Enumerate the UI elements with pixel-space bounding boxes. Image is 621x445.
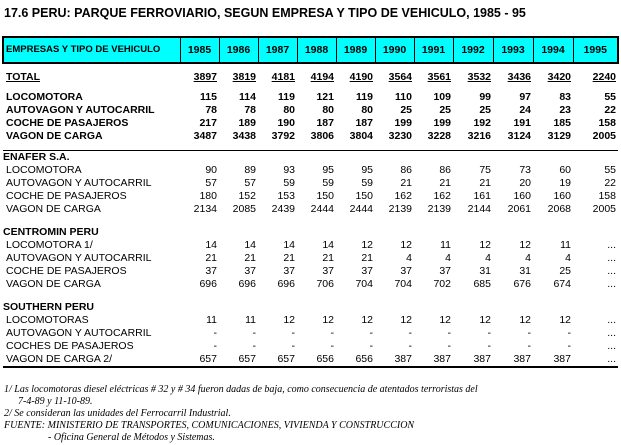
header-year: 1990: [375, 37, 414, 63]
row-value: 158: [598, 117, 616, 129]
row-value: ...: [607, 265, 616, 277]
row-value: 2139: [388, 203, 412, 215]
row-value: 31: [479, 265, 491, 277]
footnotes: [4, 384, 478, 444]
row-value: 199: [433, 117, 451, 129]
section-row: [3, 226, 618, 239]
row-value: 12: [479, 239, 491, 251]
row-value: 4190: [349, 71, 373, 83]
spacer-row: [3, 216, 618, 226]
row-value: 80: [361, 104, 373, 116]
row-value: 387: [533, 353, 573, 367]
row-value: 114: [239, 91, 256, 103]
row-label: VAGON DE CARGA 2/: [3, 353, 180, 367]
row-value: 78: [244, 104, 256, 116]
table-row: [3, 177, 618, 190]
row-value: 150: [355, 190, 373, 202]
row-value: 12: [559, 314, 571, 326]
row-value: 119: [356, 91, 373, 103]
section-row: [3, 151, 618, 165]
row-value: 78: [205, 104, 217, 116]
row-value: 73: [519, 164, 531, 176]
row-value: 2134: [193, 203, 217, 215]
row-value: 24: [519, 104, 531, 116]
row-value: 387: [493, 353, 533, 367]
row-value: 187: [355, 117, 373, 129]
row-value: 185: [553, 117, 571, 129]
row-value: -: [487, 327, 491, 339]
row-value: 180: [199, 190, 217, 202]
row-value: 158: [598, 190, 616, 202]
row-value: 190: [277, 117, 295, 129]
row-value: 110: [395, 91, 412, 103]
table-row: [3, 252, 618, 265]
section-title: SOUTHERN PERU: [3, 301, 95, 313]
row-value: 12: [361, 314, 373, 326]
row-value: 3564: [388, 71, 412, 83]
row-label: AUTOVAGON Y AUTOCARRIL: [6, 177, 152, 189]
row-value: 150: [316, 190, 334, 202]
row-value: 696: [277, 278, 295, 290]
row-value: -: [252, 327, 256, 339]
row-value: 199: [394, 117, 412, 129]
row-value: 3230: [388, 130, 412, 142]
spacer-row: [3, 291, 618, 301]
row-value: 109: [433, 91, 451, 103]
row-value: ...: [573, 353, 618, 367]
row-value: 2005: [592, 203, 616, 215]
row-value: 90: [205, 164, 217, 176]
row-value: 387: [375, 353, 414, 367]
row-value: 3420: [547, 71, 571, 83]
row-value: 3561: [427, 71, 451, 83]
header-year: 1988: [297, 37, 336, 63]
row-value: -: [330, 340, 334, 352]
row-value: ...: [607, 239, 616, 251]
row-value: ...: [607, 314, 616, 326]
source-note: FUENTE: MINISTERIO DE TRANSPORTES, COMUNICACIONES, VIVIENDA Y CONSTRUCCION: [4, 420, 415, 431]
table-row: [3, 130, 618, 143]
row-label: LOCOMOTORA: [6, 91, 83, 103]
row-value: 3806: [310, 130, 334, 142]
row-label: AUTOVAGON Y AUTOCARRIL: [6, 327, 152, 339]
row-value: 3216: [467, 130, 491, 142]
row-value: 152: [238, 190, 256, 202]
row-value: 3436: [507, 71, 531, 83]
row-value: 59: [322, 177, 334, 189]
row-value: 4: [406, 252, 412, 264]
row-value: 75: [479, 164, 491, 176]
row-value: -: [330, 327, 334, 339]
spacer-cell: [3, 84, 618, 91]
footnote-2: 2/ Se consideran las unidades del Ferrocarril Industrial.: [4, 408, 231, 419]
row-value: 21: [322, 252, 334, 264]
row-value: 191: [513, 117, 531, 129]
row-value: 2068: [547, 203, 571, 215]
table-row: [3, 353, 618, 367]
row-label: COCHE DE PASAJEROS: [6, 265, 127, 277]
row-value: -: [369, 340, 373, 352]
row-value: 37: [244, 265, 256, 277]
row-value: 37: [439, 265, 451, 277]
row-value: 21: [244, 252, 256, 264]
row-value: -: [291, 340, 295, 352]
row-value: 187: [316, 117, 334, 129]
row-value: 3438: [232, 130, 256, 142]
row-value: 12: [400, 314, 412, 326]
row-value: 387: [414, 353, 453, 367]
row-value: 22: [604, 104, 616, 116]
row-value: 3124: [507, 130, 531, 142]
row-value: 31: [519, 265, 531, 277]
header-year: 1991: [414, 37, 453, 63]
row-value: 12: [400, 239, 412, 251]
row-value: 55: [604, 91, 616, 103]
row-value: 37: [322, 265, 334, 277]
row-value: 25: [559, 265, 571, 277]
row-value: 2085: [232, 203, 256, 215]
row-value: 14: [322, 239, 334, 251]
header-label: EMPRESAS Y TIPO DE VEHICULO: [3, 37, 180, 63]
row-value: 387: [453, 353, 493, 367]
row-value: 14: [283, 239, 295, 251]
row-value: 696: [199, 278, 217, 290]
spacer-cell: [3, 291, 618, 301]
row-value: 19: [559, 177, 571, 189]
spacer-cell: [3, 143, 618, 151]
row-value: 119: [278, 91, 295, 103]
row-value: 86: [400, 164, 412, 176]
row-value: 55: [604, 164, 616, 176]
row-value: 704: [394, 278, 412, 290]
row-value: -: [447, 340, 451, 352]
table-row: [3, 91, 618, 104]
spacer-cell: [3, 63, 618, 71]
row-value: 23: [559, 104, 571, 116]
row-value: 2061: [507, 203, 531, 215]
row-label: LOCOMOTORA 1/: [6, 239, 93, 251]
row-value: -: [527, 327, 531, 339]
spacer-row: [3, 63, 618, 71]
row-value: 161: [473, 190, 491, 202]
row-value: 37: [205, 265, 217, 277]
row-value: -: [527, 340, 531, 352]
header-year: 1985: [180, 37, 219, 63]
section-filler: [180, 151, 618, 165]
source-note-detail: - Oficina General de Métodos y Sistemas.: [48, 432, 215, 443]
header-year: 1993: [493, 37, 533, 63]
row-value: 20: [519, 177, 531, 189]
row-value: 80: [283, 104, 295, 116]
row-value: 2240: [592, 71, 616, 83]
row-value: 25: [479, 104, 491, 116]
row-value: 12: [479, 314, 491, 326]
row-value: 37: [361, 265, 373, 277]
row-value: 2439: [271, 203, 295, 215]
row-value: 706: [316, 278, 334, 290]
row-value: 80: [322, 104, 334, 116]
row-label: VAGON DE CARGA: [6, 278, 101, 290]
row-value: 656: [297, 353, 336, 367]
row-value: 21: [205, 252, 217, 264]
row-value: 59: [283, 177, 295, 189]
row-value: 3792: [271, 130, 295, 142]
row-value: 11: [245, 314, 256, 326]
row-value: 4: [485, 252, 491, 264]
row-value: 95: [322, 164, 334, 176]
row-value: -: [447, 327, 451, 339]
section-title: CENTROMIN PERU: [3, 226, 99, 238]
footnote-1-continued: 7-4-89 y 11-10-89.: [18, 396, 93, 407]
table-row: [3, 190, 618, 203]
row-value: 93: [283, 164, 295, 176]
row-value: 57: [205, 177, 217, 189]
row-value: 656: [336, 353, 375, 367]
row-value: 189: [238, 117, 256, 129]
row-value: -: [213, 327, 217, 339]
row-value: 4: [525, 252, 531, 264]
row-value: 12: [283, 314, 295, 326]
row-value: 2144: [467, 203, 491, 215]
row-value: 3897: [193, 71, 217, 83]
row-value: 4181: [271, 71, 295, 83]
row-value: 2139: [427, 203, 451, 215]
table-row: [3, 340, 618, 353]
row-value: 37: [400, 265, 412, 277]
row-value: 3487: [193, 130, 217, 142]
row-value: 99: [479, 91, 491, 103]
row-value: 21: [479, 177, 491, 189]
row-value: 192: [473, 117, 491, 129]
row-value: 121: [316, 91, 334, 103]
row-value: -: [487, 340, 491, 352]
row-value: ...: [607, 327, 616, 339]
table-row: [3, 71, 618, 84]
header-year: 1989: [336, 37, 375, 63]
row-value: 57: [244, 177, 256, 189]
spacer-cell: [3, 216, 618, 226]
header-year: 1995: [573, 37, 618, 63]
section-filler: [180, 226, 618, 239]
row-value: 3532: [467, 71, 491, 83]
row-value: 21: [439, 177, 451, 189]
row-value: 89: [244, 164, 256, 176]
row-value: 657: [258, 353, 297, 367]
row-value: 21: [361, 252, 373, 264]
header-year: 1994: [533, 37, 573, 63]
row-value: 95: [361, 164, 373, 176]
row-value: -: [567, 340, 571, 352]
row-value: -: [408, 340, 412, 352]
row-value: 12: [322, 314, 334, 326]
section-filler: [180, 301, 618, 314]
row-label: COCHE DE PASAJEROS: [6, 190, 127, 202]
section-title: ENAFER S.A.: [3, 151, 180, 165]
row-value: 3228: [427, 130, 451, 142]
table-row: [3, 314, 618, 327]
row-value: 657: [180, 353, 219, 367]
row-value: 12: [439, 314, 451, 326]
table-row: [3, 117, 618, 130]
header-year: 1986: [219, 37, 258, 63]
row-value: 25: [400, 104, 412, 116]
row-value: 2444: [310, 203, 334, 215]
row-value: 674: [553, 278, 571, 290]
row-value: -: [369, 327, 373, 339]
row-value: 12: [361, 239, 373, 251]
row-value: 86: [439, 164, 451, 176]
row-value: 162: [394, 190, 412, 202]
row-label: VAGON DE CARGA: [6, 130, 103, 142]
row-value: ...: [607, 340, 616, 352]
row-value: 60: [559, 164, 571, 176]
row-value: 217: [199, 117, 217, 129]
row-value: 21: [400, 177, 412, 189]
row-value: 97: [519, 91, 531, 103]
section-row: [3, 301, 618, 314]
footnote-1: 1/ Las locomotoras diesel eléctricas # 32 y # 34 fueron dadas de baja, como consecuencia de atentados terroristas del: [4, 384, 478, 395]
row-value: -: [408, 327, 412, 339]
row-value: 22: [604, 177, 616, 189]
row-value: 704: [355, 278, 373, 290]
row-label: COCHES DE PASAJEROS: [6, 340, 134, 352]
row-value: 2005: [592, 130, 616, 142]
data-table: [2, 36, 619, 368]
table-row: [3, 104, 618, 117]
row-label: AUTOVAGON Y AUTOCARRIL: [6, 104, 155, 116]
row-label: TOTAL: [6, 71, 41, 83]
row-value: 3804: [349, 130, 373, 142]
row-value: -: [252, 340, 256, 352]
row-label: LOCOMOTORAS: [6, 314, 89, 326]
spacer-row: [3, 143, 618, 151]
row-value: 83: [559, 91, 571, 103]
row-value: 696: [238, 278, 256, 290]
table-row: [3, 164, 618, 177]
row-value: 115: [200, 91, 217, 103]
row-value: 12: [519, 239, 531, 251]
row-value: 11: [560, 239, 571, 251]
row-value: 37: [283, 265, 295, 277]
table-header: [3, 37, 618, 63]
row-value: 153: [277, 190, 295, 202]
row-label: VAGON DE CARGA: [6, 203, 101, 215]
row-value: 4194: [310, 71, 334, 83]
table-row: [3, 239, 618, 252]
table-row: [3, 278, 618, 291]
spacer-row: [3, 84, 618, 91]
row-value: 4: [445, 252, 451, 264]
row-value: 162: [433, 190, 451, 202]
row-value: 702: [433, 278, 451, 290]
row-value: -: [567, 327, 571, 339]
row-value: 3129: [547, 130, 571, 142]
table-row: [3, 265, 618, 278]
row-value: 11: [206, 314, 217, 326]
row-value: 2444: [349, 203, 373, 215]
row-label: AUTOVAGON Y AUTOCARRIL: [6, 252, 152, 264]
row-label: COCHE DE PASAJEROS: [6, 117, 129, 129]
row-value: ...: [607, 252, 616, 264]
row-value: 160: [553, 190, 571, 202]
row-value: ...: [607, 278, 616, 290]
row-value: 3819: [232, 71, 256, 83]
row-value: 14: [205, 239, 217, 251]
table-row: [3, 203, 618, 216]
row-value: 657: [219, 353, 258, 367]
row-value: 21: [283, 252, 295, 264]
row-value: 676: [513, 278, 531, 290]
row-value: 14: [244, 239, 256, 251]
table-row: [3, 327, 618, 340]
row-value: 4: [565, 252, 571, 264]
row-value: -: [291, 327, 295, 339]
row-value: 11: [440, 239, 451, 251]
row-value: 685: [473, 278, 491, 290]
page-title: 17.6 PERU: PARQUE FERROVIARIO, SEGUN EMPRESA Y TIPO DE VEHICULO, 1985 - 95: [4, 6, 526, 20]
row-value: 25: [439, 104, 451, 116]
header-year: 1992: [453, 37, 493, 63]
header-year: 1987: [258, 37, 297, 63]
row-value: 12: [519, 314, 531, 326]
row-label: LOCOMOTORA: [6, 164, 82, 176]
row-value: 160: [513, 190, 531, 202]
row-value: -: [213, 340, 217, 352]
row-value: 59: [361, 177, 373, 189]
